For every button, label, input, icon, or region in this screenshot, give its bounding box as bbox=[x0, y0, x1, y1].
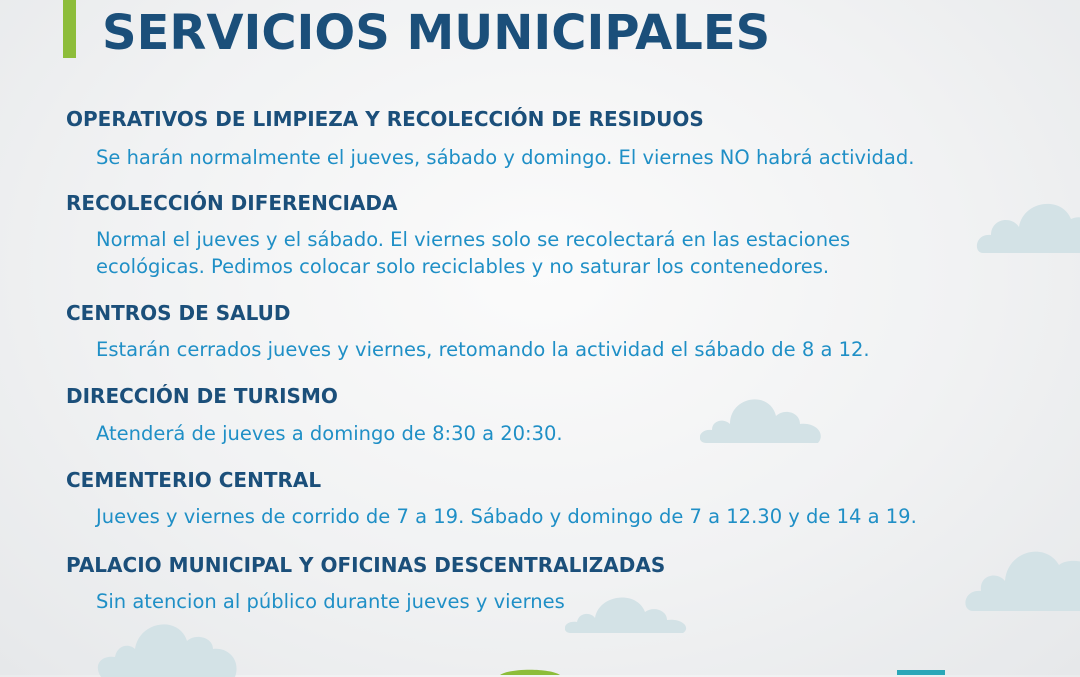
section-heading: CENTROS DE SALUD bbox=[66, 301, 291, 325]
bottom-green-shape bbox=[500, 668, 560, 675]
section-text: Normal el jueves y el sábado. El viernes solo se recolectará en las estaciones bbox=[96, 228, 851, 251]
cloud-icon bbox=[95, 615, 240, 677]
section-text: ecológicas. Pedimos colocar solo reciclables y no saturar los contenedores. bbox=[96, 255, 830, 278]
cloud-icon bbox=[975, 185, 1080, 255]
bottom-teal-block bbox=[897, 670, 945, 675]
section-heading: DIRECCIÓN DE TURISMO bbox=[66, 384, 338, 408]
section-heading: RECOLECCIÓN DIFERENCIADA bbox=[66, 191, 398, 215]
section-text: Atenderá de jueves a domingo de 8:30 a 20:30. bbox=[96, 422, 563, 445]
section-text: Estarán cerrados jueves y viernes, retomando la actividad el sábado de 8 a 12. bbox=[96, 338, 870, 361]
section-heading: CEMENTERIO CENTRAL bbox=[66, 468, 322, 492]
section-heading: PALACIO MUNICIPAL Y OFICINAS DESCENTRALIZADAS bbox=[66, 553, 666, 577]
section-text: Se harán normalmente el jueves, sábado y domingo. El viernes NO habrá actividad. bbox=[96, 146, 915, 169]
title-accent-bar bbox=[63, 0, 76, 58]
section-text: Jueves y viernes de corrido de 7 a 19. Sábado y domingo de 7 a 12.30 y de 14 a 19. bbox=[96, 505, 917, 528]
section-text: Sin atencion al público durante jueves y viernes bbox=[96, 590, 565, 613]
page-title: SERVICIOS MUNICIPALES bbox=[102, 5, 771, 61]
section-heading: OPERATIVOS DE LIMPIEZA Y RECOLECCIÓN DE RESIDUOS bbox=[66, 107, 704, 131]
cloud-icon bbox=[965, 535, 1080, 613]
cloud-icon bbox=[700, 390, 825, 445]
cloud-icon bbox=[565, 590, 690, 635]
